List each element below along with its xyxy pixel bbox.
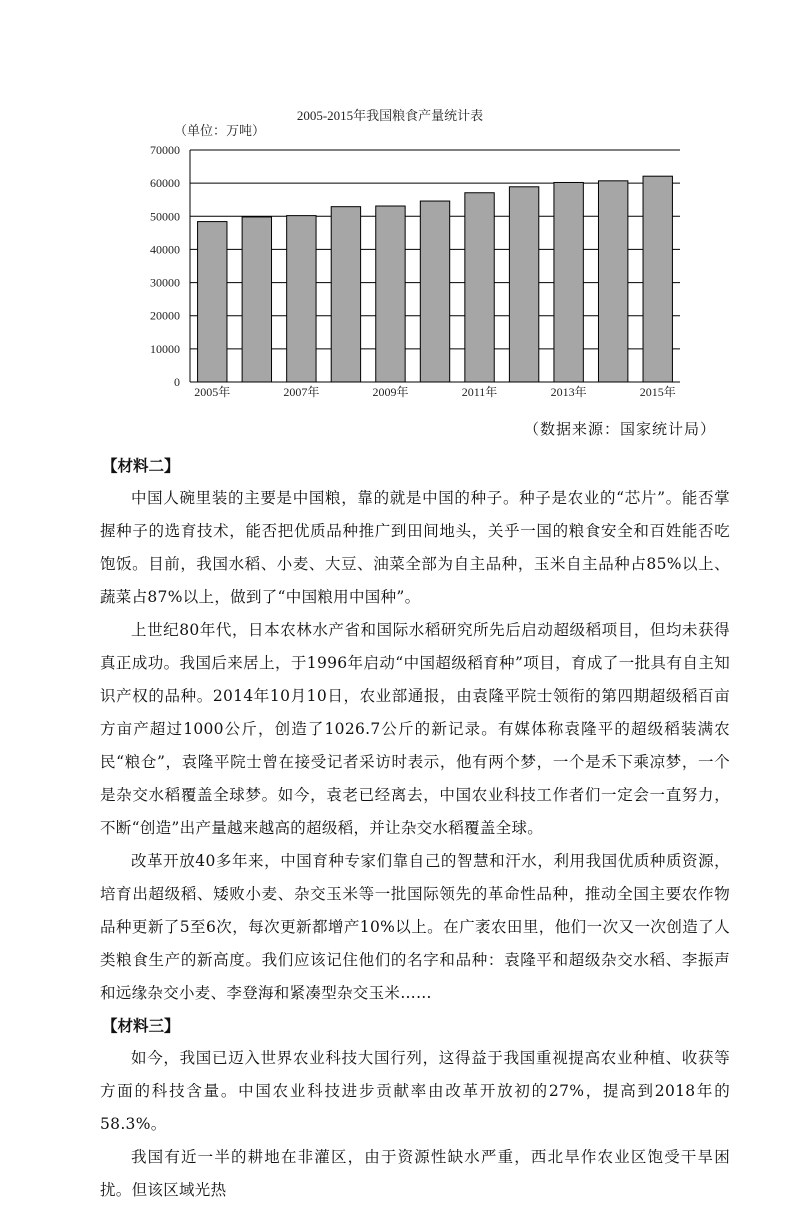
material-3-paragraph-2: 我国有近一半的耕地在非灌区，由于资源性缺水严重，西北旱作农业区饱受干旱困扰。但该区域光热: [100, 1148, 730, 1199]
y-tick-label: 60000: [150, 176, 180, 191]
x-tick-label: 2011年: [461, 385, 498, 399]
bar-2015年: [643, 176, 672, 382]
material-2-paragraph-2: 上世纪80年代，日本农林水产省和国际水稻研究所先后启动超级稻项目，但均未获得真正成功。我国后来居上，于1996年启动“中国超级稻育种”项目，育成了一批具有自主知识产权的品种。2014年10月10日，农业部通报，由袁隆平院士领衔的第四期超级稻百亩方亩产超过1000公斤，创造了1026.7公斤的新记录。有媒体称袁隆平的超级稻装满农民“粮仓”，袁隆平院士曾在接受记者采访时表示，他有两个梦，一个是禾下乘凉梦，一个是杂交水稻覆盖全球梦。如今，袁老已经离去，中国农业科技工作者们一定会一直努力，不断“创造”出产量越来越高的超级稻，并让杂交水稻覆盖全球。: [100, 621, 730, 837]
bar-2007年: [287, 216, 316, 382]
bar-2012年: [509, 187, 538, 382]
x-tick-label: 2009年: [372, 385, 409, 399]
x-tick-label: 2005年: [194, 385, 231, 399]
chart-y-tick-labels: [150, 143, 180, 389]
y-tick-label: 20000: [150, 308, 180, 323]
material-2-paragraph-3: 改革开放40多年来，中国育种专家们靠自己的智慧和汗水，利用我国优质种质资源，培育出超级稻、矮败小麦、杂交玉米等一批国际领先的革命性品种，推动全国主要农作物品种更新了5至6次，每次更新都增产10%以上。在广袤农田里，他们一次又一次创造了人类粮食生产的新高度。我们应该记住他们的名字和品种：袁隆平和超级杂交水稻、李振声和远缘杂交小麦、李登海和紧凑型杂交玉米……: [100, 852, 730, 1002]
bar-2010年: [420, 201, 449, 382]
y-tick-label: 40000: [150, 242, 180, 257]
material-3-heading: 【材料三】: [102, 1016, 180, 1035]
material-2-paragraph-1: 中国人碗里装的主要是中国粮，靠的就是中国的种子。种子是农业的“芯片”。能否掌握种子的选育技术，能否把优质品种推广到田间地头，关乎一国的粮食安全和百姓能否吃饱饭。目前，我国水稻、小麦、大豆、油菜全部为自主品种，玉米自主品种占85%以上、蔬菜占87%以上，做到了“中国粮用中国种”。: [100, 489, 730, 606]
data-source-note: （数据来源：国家统计局）: [523, 420, 716, 438]
x-tick-label: 2013年: [550, 385, 587, 399]
material-3-paragraph-1: 如今，我国已迈入世界农业科技大国行列，这得益于我国重视提高农业种植、收获等方面的科技含量。中国农业科技进步贡献率由改革开放初的27%，提高到2018年的58.3%。: [100, 1049, 730, 1133]
chart-title: 2005-2015年我国粮食产量统计表: [296, 108, 484, 123]
bar-2006年: [242, 217, 271, 382]
bar-2009年: [376, 206, 405, 382]
y-tick-label: 50000: [150, 209, 180, 224]
material-2-heading: 【材料二】: [102, 456, 180, 475]
bar-2011年: [465, 193, 494, 382]
bar-2008年: [331, 207, 360, 382]
article-body: [100, 450, 730, 1207]
bar-2013年: [554, 182, 583, 382]
bar-2014年: [598, 181, 627, 382]
x-tick-label: 2007年: [283, 385, 320, 399]
grain-output-chart: [140, 100, 740, 400]
bar-2005年: [198, 222, 227, 382]
y-tick-label: 0: [174, 375, 180, 389]
chart-x-tick-labels: [194, 384, 675, 399]
x-tick-label: 2015年: [639, 385, 676, 399]
y-tick-label: 30000: [150, 275, 180, 290]
chart-bars: [198, 176, 673, 382]
chart-unit-label: （单位：万吨）: [174, 123, 266, 138]
y-tick-label: 10000: [150, 341, 180, 356]
y-tick-label: 70000: [150, 143, 180, 157]
